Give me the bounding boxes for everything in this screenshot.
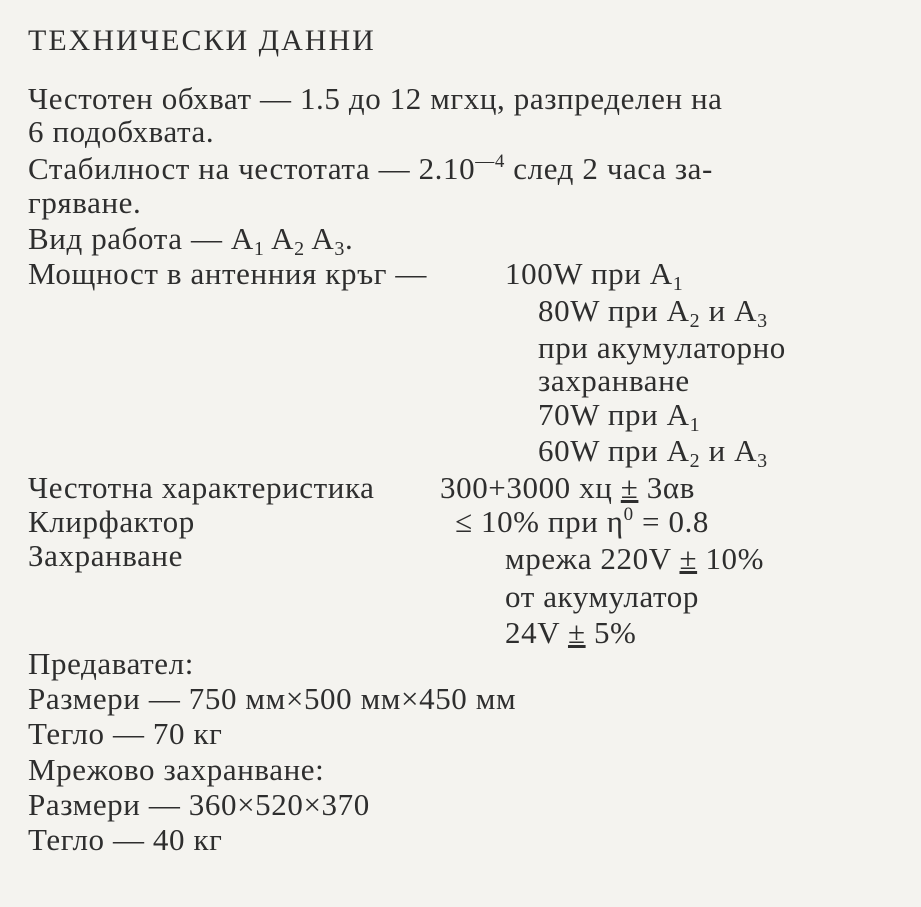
mains-supply-weight: Тегло — 40 кг — [28, 822, 223, 857]
power-subscript: 1 — [672, 273, 684, 295]
clip-text: ≤ 10% при η — [455, 504, 624, 539]
frequency-range-line-1: Честотен обхват — 1.5 до 12 мгхц, разпределен на — [28, 81, 723, 116]
power-text: 100W при A — [505, 256, 673, 291]
freq-text: 300+3000 хц — [440, 470, 621, 505]
mode-text: A — [304, 221, 335, 256]
stability-text-end: след 2 часа за- — [504, 151, 713, 186]
stability-exponent: —4 — [475, 151, 505, 172]
power-text: и A — [700, 433, 758, 468]
supply-text: 5% — [585, 615, 637, 650]
freq-response-label: Честотна характеристика — [28, 470, 375, 505]
stability-line-2: гряване. — [28, 185, 142, 220]
clip-text: = 0.8 — [633, 504, 710, 539]
freq-response-value — [440, 471, 695, 505]
plus-minus-sign: ± — [620, 470, 639, 505]
power-subscript: 3 — [757, 450, 768, 472]
power-subscript: 2 — [689, 310, 701, 332]
power-subscript: 1 — [689, 414, 701, 436]
transmitter-dimensions: Размери — 750 мм×500 мм×450 мм — [28, 681, 517, 716]
mains-supply-heading: Мрежово захранване: — [28, 752, 325, 787]
page-title: ТЕХНИЧЕСКИ ДАННИ — [28, 24, 376, 57]
transmitter-weight: Тегло — 70 кг — [28, 716, 223, 751]
mode-subscript: 2 — [294, 238, 305, 260]
mode-text: . — [345, 221, 354, 256]
transmitter-heading: Предавател: — [28, 646, 194, 681]
stability-text: Стабилност на честотата — 2.10 — [28, 151, 476, 186]
plus-minus-sign: ± — [567, 615, 586, 650]
freq-text: 3αв — [638, 470, 695, 505]
supply-value-2: от акумулатор — [505, 579, 699, 614]
frequency-range-line-2: 6 подобхвата. — [28, 114, 215, 149]
supply-value-3 — [505, 616, 636, 650]
power-subscript: 3 — [757, 310, 768, 332]
clip-factor-value — [455, 505, 709, 539]
power-text: 70W при A — [538, 397, 690, 432]
power-value-2 — [538, 293, 768, 332]
power-subscript: 2 — [689, 450, 701, 472]
stability-line-1 — [28, 152, 713, 186]
power-value-1 — [505, 256, 684, 295]
power-text: и A — [700, 293, 758, 328]
mains-supply-dimensions: Размери — 360×520×370 — [28, 787, 370, 822]
mode-subscript: 1 — [253, 238, 265, 260]
power-text: 60W при A — [538, 433, 690, 468]
clip-factor-label: Клирфактор — [28, 504, 195, 539]
power-value-5 — [538, 397, 701, 436]
power-value-3: при акумулаторно — [538, 330, 786, 365]
supply-text: 24V — [505, 615, 568, 650]
power-value-6 — [538, 433, 768, 472]
power-label: Мощност в антенния кръг — — [28, 256, 427, 291]
power-text: 80W при A — [538, 293, 690, 328]
supply-text: 10% — [697, 541, 765, 576]
plus-minus-sign: ± — [679, 541, 698, 576]
mode-text: A — [264, 221, 295, 256]
supply-value-1 — [505, 542, 764, 576]
power-supply-label: Захранване — [28, 538, 183, 573]
mode-subscript: 3 — [334, 238, 345, 260]
supply-text: мрежа 220V — [505, 541, 680, 576]
mode-text: Вид работа — A — [28, 221, 254, 256]
clip-superscript: 0 — [623, 504, 634, 525]
operation-mode-line — [28, 221, 354, 260]
power-value-4: захранване — [538, 363, 690, 398]
